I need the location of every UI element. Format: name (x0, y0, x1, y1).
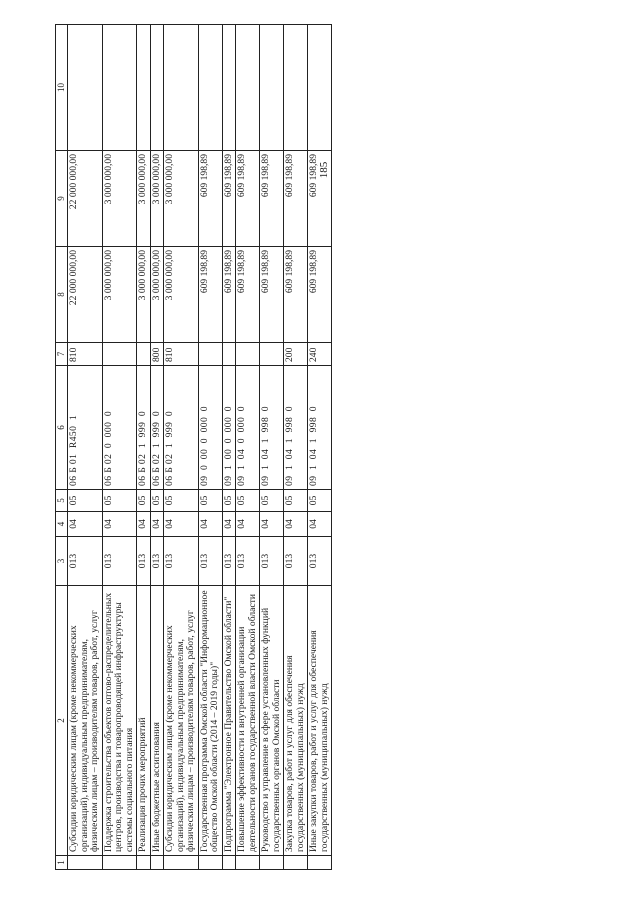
section-code-cell: 04 (102, 512, 137, 537)
amount-2-cell: 3 000 000,00 (137, 151, 151, 247)
expense-type-cell (102, 343, 137, 366)
header-row (56, 25, 68, 870)
header-cell-2: 2 (56, 586, 68, 856)
admin-code-cell: 013 (68, 537, 103, 586)
header-cell-10: 10 (56, 25, 68, 151)
table-row (137, 25, 151, 870)
subsection-code-cell: 05 (102, 490, 137, 512)
note-cell (68, 25, 103, 151)
header-cell-3: 3 (56, 537, 68, 586)
expense-type-cell (222, 343, 236, 366)
note-cell (284, 25, 308, 151)
subsection-code-cell: 05 (222, 490, 236, 512)
item-name-cell: Закупка товаров, работ и услуг для обеспечения государственных (муниципальных) нужд (284, 586, 308, 856)
table-row (68, 25, 103, 870)
subsection-code-cell: 05 (260, 490, 284, 512)
header-cell-5: 5 (56, 490, 68, 512)
item-name-cell: Субсидии юридическим лицам (кроме некоммерческих организаций), индивидуальным предпринимателям, физическим лицам – производителям товаров, работ, услуг (164, 586, 199, 856)
table-row (198, 25, 222, 870)
table-row (222, 25, 236, 870)
note-cell (137, 25, 151, 151)
note-cell (102, 25, 137, 151)
note-cell (198, 25, 222, 151)
amount-cell: 3 000 000,00 (150, 247, 164, 343)
target-article-cell: 06 Б 02 1 999 0 (137, 366, 151, 490)
amount-2-cell: 609 198,89 (260, 151, 284, 247)
admin-code-cell: 013 (150, 537, 164, 586)
section-code-cell: 04 (150, 512, 164, 537)
amount-cell: 3 000 000,00 (102, 247, 137, 343)
expense-type-cell: 240 (308, 343, 332, 366)
section-code-cell: 04 (198, 512, 222, 537)
header-cell-1: 1 (56, 856, 68, 870)
table-row (164, 25, 199, 870)
rotated-budget-table-container (55, 25, 590, 870)
target-article-cell: 06 Б 02 1 999 0 (164, 366, 199, 490)
target-article-cell: 09 1 04 1 998 0 (308, 366, 332, 490)
amount-2-cell: 609 198,89 (198, 151, 222, 247)
row-number-cell (137, 856, 151, 870)
row-number-cell (236, 856, 260, 870)
expense-type-cell (260, 343, 284, 366)
note-cell (222, 25, 236, 151)
admin-code-cell: 013 (236, 537, 260, 586)
note-cell (260, 25, 284, 151)
section-code-cell: 04 (68, 512, 103, 537)
note-cell (308, 25, 332, 151)
item-name-cell: Субсидии юридическим лицам (кроме некоммерческих организаций), индивидуальным предпринимателям, физическим лицам – производителям товаров, работ, услуг (68, 586, 103, 856)
admin-code-cell: 013 (260, 537, 284, 586)
expense-type-cell (198, 343, 222, 366)
subsection-code-cell: 05 (150, 490, 164, 512)
row-number-cell (284, 856, 308, 870)
subsection-code-cell: 05 (284, 490, 308, 512)
row-number-cell (164, 856, 199, 870)
amount-cell: 609 198,89 (260, 247, 284, 343)
note-cell (164, 25, 199, 151)
admin-code-cell: 013 (198, 537, 222, 586)
subsection-code-cell: 05 (164, 490, 199, 512)
target-article-cell: 06 Б 01 R450 1 (68, 366, 103, 490)
target-article-cell: 06 Б 02 0 000 0 (102, 366, 137, 490)
table-row (236, 25, 260, 870)
note-cell (236, 25, 260, 151)
amount-cell: 609 198,89 (198, 247, 222, 343)
subsection-code-cell: 05 (308, 490, 332, 512)
row-number-cell (222, 856, 236, 870)
amount-2-cell: 22 000 000,00 (68, 151, 103, 247)
expense-type-cell: 200 (284, 343, 308, 366)
section-code-cell: 04 (308, 512, 332, 537)
admin-code-cell: 013 (102, 537, 137, 586)
target-article-cell: 09 1 04 1 998 0 (284, 366, 308, 490)
table-row (102, 25, 137, 870)
amount-2-cell: 609 198,89 (308, 151, 332, 247)
admin-code-cell: 013 (222, 537, 236, 586)
target-article-cell: 09 0 00 0 000 0 (198, 366, 222, 490)
page-number: 185 (318, 161, 330, 179)
amount-2-cell: 609 198,89 (284, 151, 308, 247)
header-cell-8: 8 (56, 247, 68, 343)
amount-2-cell: 609 198,89 (222, 151, 236, 247)
section-code-cell: 04 (137, 512, 151, 537)
amount-2-cell: 609 198,89 (236, 151, 260, 247)
budget-table (55, 24, 332, 870)
item-name-cell: Поддержка строительства объектов оптово-распределительных центров, производства и товаропроводящей инфраструктуры системы социального питания (102, 586, 137, 856)
amount-cell: 609 198,89 (308, 247, 332, 343)
table-body (56, 25, 332, 870)
admin-code-cell: 013 (308, 537, 332, 586)
expense-type-cell (137, 343, 151, 366)
row-number-cell (150, 856, 164, 870)
subsection-code-cell: 05 (68, 490, 103, 512)
item-name-cell: Руководство и управление в сфере установленных функций государственных органов Омской области (260, 586, 284, 856)
table-row (284, 25, 308, 870)
target-article-cell: 09 1 04 1 998 0 (260, 366, 284, 490)
subsection-code-cell: 05 (236, 490, 260, 512)
item-name-cell: Повышение эффективности и внутренней организации деятельности органов государственной власти Омской области (236, 586, 260, 856)
header-cell-6: 6 (56, 366, 68, 490)
amount-2-cell: 3 000 000,00 (164, 151, 199, 247)
item-name-cell: Реализация прочих мероприятий (137, 586, 151, 856)
expense-type-cell (236, 343, 260, 366)
row-number-cell (308, 856, 332, 870)
amount-cell: 609 198,89 (236, 247, 260, 343)
admin-code-cell: 013 (284, 537, 308, 586)
amount-cell: 3 000 000,00 (137, 247, 151, 343)
item-name-cell: Иные бюджетные ассигнования (150, 586, 164, 856)
amount-cell: 609 198,89 (222, 247, 236, 343)
amount-cell: 3 000 000,00 (164, 247, 199, 343)
row-number-cell (260, 856, 284, 870)
target-article-cell: 09 1 04 0 000 0 (236, 366, 260, 490)
subsection-code-cell: 05 (137, 490, 151, 512)
table-row (260, 25, 284, 870)
section-code-cell: 04 (164, 512, 199, 537)
row-number-cell (102, 856, 137, 870)
header-cell-7: 7 (56, 343, 68, 366)
table-row (150, 25, 164, 870)
section-code-cell: 04 (236, 512, 260, 537)
section-code-cell: 04 (260, 512, 284, 537)
section-code-cell: 04 (284, 512, 308, 537)
expense-type-cell: 810 (68, 343, 103, 366)
header-cell-9: 9 (56, 151, 68, 247)
amount-2-cell: 3 000 000,00 (102, 151, 137, 247)
target-article-cell: 09 1 00 0 000 0 (222, 366, 236, 490)
admin-code-cell: 013 (137, 537, 151, 586)
item-name-cell: Иные закупки товаров, работ и услуг для обеспечения государственных (муниципальных) нужд (308, 586, 332, 856)
section-code-cell: 04 (222, 512, 236, 537)
target-article-cell: 06 Б 02 1 999 0 (150, 366, 164, 490)
header-cell-4: 4 (56, 512, 68, 537)
item-name-cell: Государственная программа Омской области "Информационное общество Омской области (2014 – 2019 годы)" (198, 586, 222, 856)
admin-code-cell: 013 (164, 537, 199, 586)
subsection-code-cell: 05 (198, 490, 222, 512)
amount-cell: 22 000 000,00 (68, 247, 103, 343)
expense-type-cell: 800 (150, 343, 164, 366)
row-number-cell (198, 856, 222, 870)
row-number-cell (68, 856, 103, 870)
amount-2-cell: 3 000 000,00 (150, 151, 164, 247)
item-name-cell: Подпрограмма "Электронное Правительство Омской области" (222, 586, 236, 856)
table-row (308, 25, 332, 870)
expense-type-cell: 810 (164, 343, 199, 366)
note-cell (150, 25, 164, 151)
amount-cell: 609 198,89 (284, 247, 308, 343)
